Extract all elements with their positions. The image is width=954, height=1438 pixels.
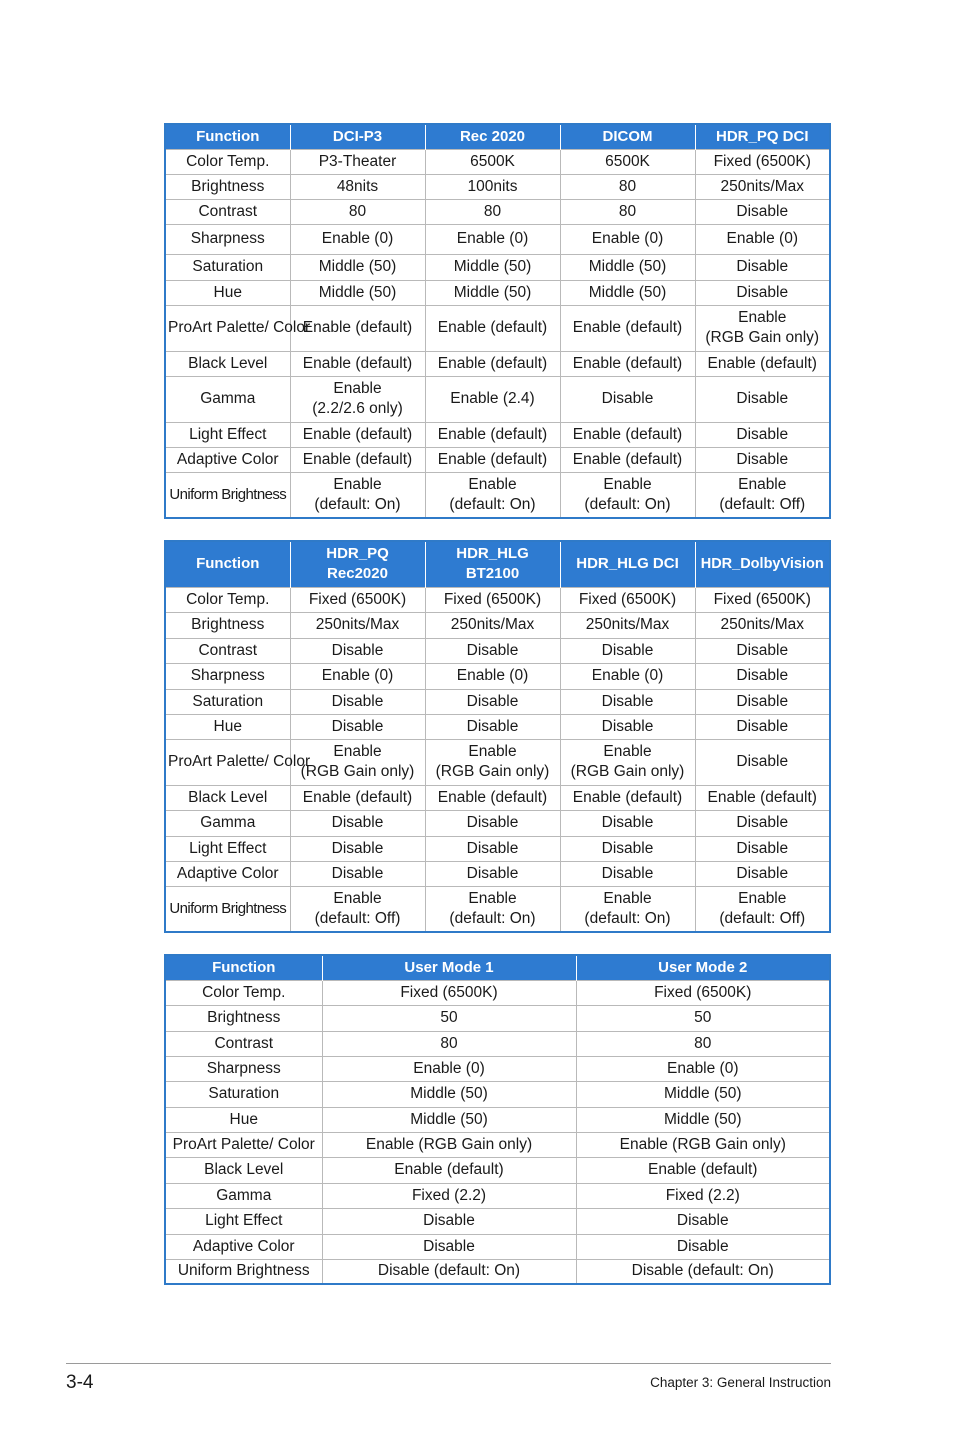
- function-cell: Sharpness: [165, 224, 290, 254]
- function-cell: Gamma: [165, 1183, 322, 1208]
- value-cell: Disable: [695, 199, 830, 224]
- value-cell: Fixed (6500K): [695, 587, 830, 612]
- function-cell: Brightness: [165, 612, 290, 638]
- value-cell: Enable (0): [425, 663, 560, 689]
- value-cell: 6500K: [425, 149, 560, 174]
- value-cell: Enable (default): [560, 351, 695, 376]
- value-cell: 250nits/Max: [425, 612, 560, 638]
- value-cell: Disable: [560, 714, 695, 739]
- value-cell: Disable: [290, 836, 425, 861]
- value-cell: 250nits/Max: [560, 612, 695, 638]
- value-cell: 80: [560, 174, 695, 199]
- value-cell: 80: [560, 199, 695, 224]
- value-cell: Middle (50): [576, 1081, 830, 1107]
- function-cell: Black Level: [165, 351, 290, 376]
- value-cell: Enable (default): [576, 1157, 830, 1183]
- function-cell: Adaptive Color: [165, 861, 290, 886]
- value-cell: Middle (50): [576, 1107, 830, 1132]
- value-cell: Disable: [560, 689, 695, 714]
- function-cell: Brightness: [165, 1005, 322, 1031]
- table-row: [165, 199, 830, 224]
- value-cell: 80: [576, 1031, 830, 1056]
- value-cell: 80: [322, 1031, 576, 1056]
- table-row: [165, 149, 830, 174]
- value-cell: 80: [425, 199, 560, 224]
- value-cell: Enable (default: On): [425, 886, 560, 932]
- value-cell: Disable: [425, 638, 560, 663]
- function-cell: Adaptive Color: [165, 447, 290, 472]
- column-header: Function: [165, 541, 290, 587]
- value-cell: Middle (50): [322, 1107, 576, 1132]
- column-header: HDR_PQ Rec2020: [290, 541, 425, 587]
- function-cell: Contrast: [165, 1031, 322, 1056]
- value-cell: Enable (default): [290, 305, 425, 351]
- table-row: [165, 1208, 830, 1234]
- value-cell: Middle (50): [425, 280, 560, 305]
- value-cell: Middle (50): [425, 254, 560, 280]
- value-cell: Disable: [290, 638, 425, 663]
- value-cell: Enable (default: On): [560, 886, 695, 932]
- value-cell: Disable: [290, 714, 425, 739]
- function-cell: ProArt Palette/ Color: [165, 739, 290, 785]
- value-cell: Disable: [425, 810, 560, 836]
- table-row: [165, 1157, 830, 1183]
- column-header: HDR_DolbyVision: [695, 541, 830, 587]
- value-cell: Disable: [290, 810, 425, 836]
- value-cell: Enable (default): [322, 1157, 576, 1183]
- value-cell: Fixed (6500K): [425, 587, 560, 612]
- value-cell: Middle (50): [560, 254, 695, 280]
- column-header: HDR_HLG DCI: [560, 541, 695, 587]
- function-cell: Uniform Brightness: [165, 886, 290, 932]
- value-cell: Disable: [322, 1208, 576, 1234]
- function-cell: Uniform Brightness: [165, 472, 290, 518]
- table-row: [165, 587, 830, 612]
- settings-table-1: [164, 123, 831, 519]
- function-cell: Light Effect: [165, 422, 290, 447]
- value-cell: Disable: [695, 810, 830, 836]
- value-cell: Disable: [695, 739, 830, 785]
- table-row: [165, 861, 830, 886]
- function-cell: Hue: [165, 714, 290, 739]
- value-cell: Disable: [576, 1234, 830, 1259]
- function-cell: Gamma: [165, 376, 290, 422]
- value-cell: Enable (0): [576, 1056, 830, 1081]
- function-cell: ProArt Palette/ Color: [165, 305, 290, 351]
- table-header-row: [165, 124, 830, 149]
- function-cell: Saturation: [165, 689, 290, 714]
- function-cell: Sharpness: [165, 663, 290, 689]
- function-cell: Gamma: [165, 810, 290, 836]
- function-cell: Adaptive Color: [165, 1234, 322, 1259]
- value-cell: Enable (default): [560, 447, 695, 472]
- value-cell: Disable: [695, 861, 830, 886]
- value-cell: Enable (default): [425, 447, 560, 472]
- column-header: User Mode 2: [576, 955, 830, 980]
- table-row: [165, 254, 830, 280]
- value-cell: Middle (50): [290, 254, 425, 280]
- value-cell: Enable (default: Off): [695, 472, 830, 518]
- value-cell: Enable (0): [425, 224, 560, 254]
- table-row: [165, 1056, 830, 1081]
- value-cell: Disable: [695, 254, 830, 280]
- value-cell: Disable: [695, 638, 830, 663]
- value-cell: Enable (default): [290, 447, 425, 472]
- value-cell: Disable: [425, 714, 560, 739]
- table-row: [165, 1031, 830, 1056]
- function-cell: Contrast: [165, 638, 290, 663]
- table-row: [165, 1183, 830, 1208]
- value-cell: Disable: [560, 861, 695, 886]
- value-cell: Disable: [322, 1234, 576, 1259]
- settings-table-3: [164, 954, 831, 1285]
- value-cell: Middle (50): [560, 280, 695, 305]
- value-cell: 80: [290, 199, 425, 224]
- table-row: [165, 836, 830, 861]
- chapter-title: Chapter 3: General Instruction: [650, 1375, 831, 1390]
- value-cell: Disable: [576, 1208, 830, 1234]
- value-cell: Enable (default): [290, 422, 425, 447]
- value-cell: Enable (default: On): [560, 472, 695, 518]
- value-cell: Enable (default: Off): [290, 886, 425, 932]
- table-row: [165, 1107, 830, 1132]
- value-cell: Disable: [425, 861, 560, 886]
- value-cell: Enable (default): [560, 785, 695, 810]
- value-cell: 250nits/Max: [695, 174, 830, 199]
- function-cell: Color Temp.: [165, 149, 290, 174]
- column-header: Function: [165, 124, 290, 149]
- value-cell: Enable (0): [290, 224, 425, 254]
- value-cell: Fixed (6500K): [290, 587, 425, 612]
- function-cell: Hue: [165, 280, 290, 305]
- table-row: [165, 376, 830, 422]
- value-cell: Disable: [695, 714, 830, 739]
- value-cell: Enable (default): [425, 351, 560, 376]
- value-cell: Disable: [695, 836, 830, 861]
- table-header-row: [165, 955, 830, 980]
- value-cell: Enable (default): [290, 785, 425, 810]
- column-header: HDR_HLG BT2100: [425, 541, 560, 587]
- value-cell: Disable: [695, 689, 830, 714]
- function-cell: Contrast: [165, 199, 290, 224]
- value-cell: Middle (50): [322, 1081, 576, 1107]
- value-cell: Enable (default): [560, 305, 695, 351]
- table-row: [165, 280, 830, 305]
- table-row: [165, 224, 830, 254]
- table-row: [165, 886, 830, 932]
- function-cell: Light Effect: [165, 836, 290, 861]
- value-cell: Enable (0): [695, 224, 830, 254]
- value-cell: Disable: [695, 663, 830, 689]
- function-cell: Saturation: [165, 1081, 322, 1107]
- function-cell: Brightness: [165, 174, 290, 199]
- value-cell: Disable: [290, 861, 425, 886]
- value-cell: Disable: [695, 376, 830, 422]
- value-cell: Disable: [560, 836, 695, 861]
- table-row: [165, 785, 830, 810]
- table-row: [165, 1005, 830, 1031]
- column-header: Function: [165, 955, 322, 980]
- value-cell: Enable (default): [560, 422, 695, 447]
- value-cell: Disable: [290, 689, 425, 714]
- value-cell: Enable (default: On): [290, 472, 425, 518]
- value-cell: Enable (default): [425, 422, 560, 447]
- value-cell: Enable (0): [290, 663, 425, 689]
- table-row: [165, 1081, 830, 1107]
- value-cell: Enable (default): [695, 785, 830, 810]
- table-row: [165, 689, 830, 714]
- value-cell: Enable (0): [560, 224, 695, 254]
- function-cell: Sharpness: [165, 1056, 322, 1081]
- value-cell: 250nits/Max: [695, 612, 830, 638]
- table-row: [165, 472, 830, 518]
- function-cell: Black Level: [165, 1157, 322, 1183]
- value-cell: Enable (0): [560, 663, 695, 689]
- value-cell: 250nits/Max: [290, 612, 425, 638]
- function-cell: Hue: [165, 1107, 322, 1132]
- table-row: [165, 638, 830, 663]
- value-cell: Disable: [425, 689, 560, 714]
- table-row: [165, 447, 830, 472]
- value-cell: Disable: [695, 280, 830, 305]
- value-cell: Enable (default): [425, 305, 560, 351]
- value-cell: Disable (default: On): [576, 1259, 830, 1284]
- value-cell: 50: [576, 1005, 830, 1031]
- value-cell: Enable (RGB Gain only): [560, 739, 695, 785]
- value-cell: 6500K: [560, 149, 695, 174]
- page-number: 3-4: [66, 1372, 94, 1393]
- value-cell: Fixed (2.2): [322, 1183, 576, 1208]
- table-row: [165, 174, 830, 199]
- value-cell: Disable: [695, 447, 830, 472]
- value-cell: Enable (0): [322, 1056, 576, 1081]
- function-cell: Color Temp.: [165, 587, 290, 612]
- column-header: DICOM: [560, 124, 695, 149]
- table-row: [165, 422, 830, 447]
- value-cell: Disable: [560, 376, 695, 422]
- column-header: Rec 2020: [425, 124, 560, 149]
- value-cell: 50: [322, 1005, 576, 1031]
- value-cell: Enable (2.2/2.6 only): [290, 376, 425, 422]
- table-row: [165, 980, 830, 1005]
- table-row: [165, 1234, 830, 1259]
- column-header: DCI-P3: [290, 124, 425, 149]
- settings-table-2: [164, 540, 831, 933]
- table-row: [165, 714, 830, 739]
- value-cell: Disable: [695, 422, 830, 447]
- value-cell: Fixed (6500K): [576, 980, 830, 1005]
- table-row: [165, 663, 830, 689]
- table-row: [165, 810, 830, 836]
- value-cell: Enable (RGB Gain only): [695, 305, 830, 351]
- value-cell: P3-Theater: [290, 149, 425, 174]
- function-cell: Black Level: [165, 785, 290, 810]
- value-cell: Enable (2.4): [425, 376, 560, 422]
- table-row: [165, 351, 830, 376]
- value-cell: Fixed (2.2): [576, 1183, 830, 1208]
- column-header: User Mode 1: [322, 955, 576, 980]
- table-row: [165, 612, 830, 638]
- value-cell: Enable (RGB Gain only): [425, 739, 560, 785]
- value-cell: Disable: [425, 836, 560, 861]
- value-cell: Fixed (6500K): [322, 980, 576, 1005]
- function-cell: ProArt Palette/ Color: [165, 1132, 322, 1157]
- function-cell: Light Effect: [165, 1208, 322, 1234]
- value-cell: Enable (default): [290, 351, 425, 376]
- table-row: [165, 739, 830, 785]
- column-header: HDR_PQ DCI: [695, 124, 830, 149]
- value-cell: 100nits: [425, 174, 560, 199]
- function-cell: Saturation: [165, 254, 290, 280]
- value-cell: Enable (default: On): [425, 472, 560, 518]
- function-cell: Color Temp.: [165, 980, 322, 1005]
- value-cell: Disable: [560, 810, 695, 836]
- table-row: [165, 1259, 830, 1284]
- value-cell: Fixed (6500K): [695, 149, 830, 174]
- value-cell: 48nits: [290, 174, 425, 199]
- table-row: [165, 305, 830, 351]
- value-cell: Disable: [560, 638, 695, 663]
- value-cell: Enable (default): [425, 785, 560, 810]
- value-cell: Enable (default): [695, 351, 830, 376]
- value-cell: Middle (50): [290, 280, 425, 305]
- value-cell: Disable (default: On): [322, 1259, 576, 1284]
- value-cell: Enable (RGB Gain only): [290, 739, 425, 785]
- footer-divider: [66, 1363, 831, 1364]
- value-cell: Fixed (6500K): [560, 587, 695, 612]
- function-cell: Uniform Brightness: [165, 1259, 322, 1284]
- value-cell: Enable (RGB Gain only): [322, 1132, 576, 1157]
- value-cell: Enable (RGB Gain only): [576, 1132, 830, 1157]
- value-cell: Enable (default: Off): [695, 886, 830, 932]
- table-header-row: [165, 541, 830, 587]
- table-row: [165, 1132, 830, 1157]
